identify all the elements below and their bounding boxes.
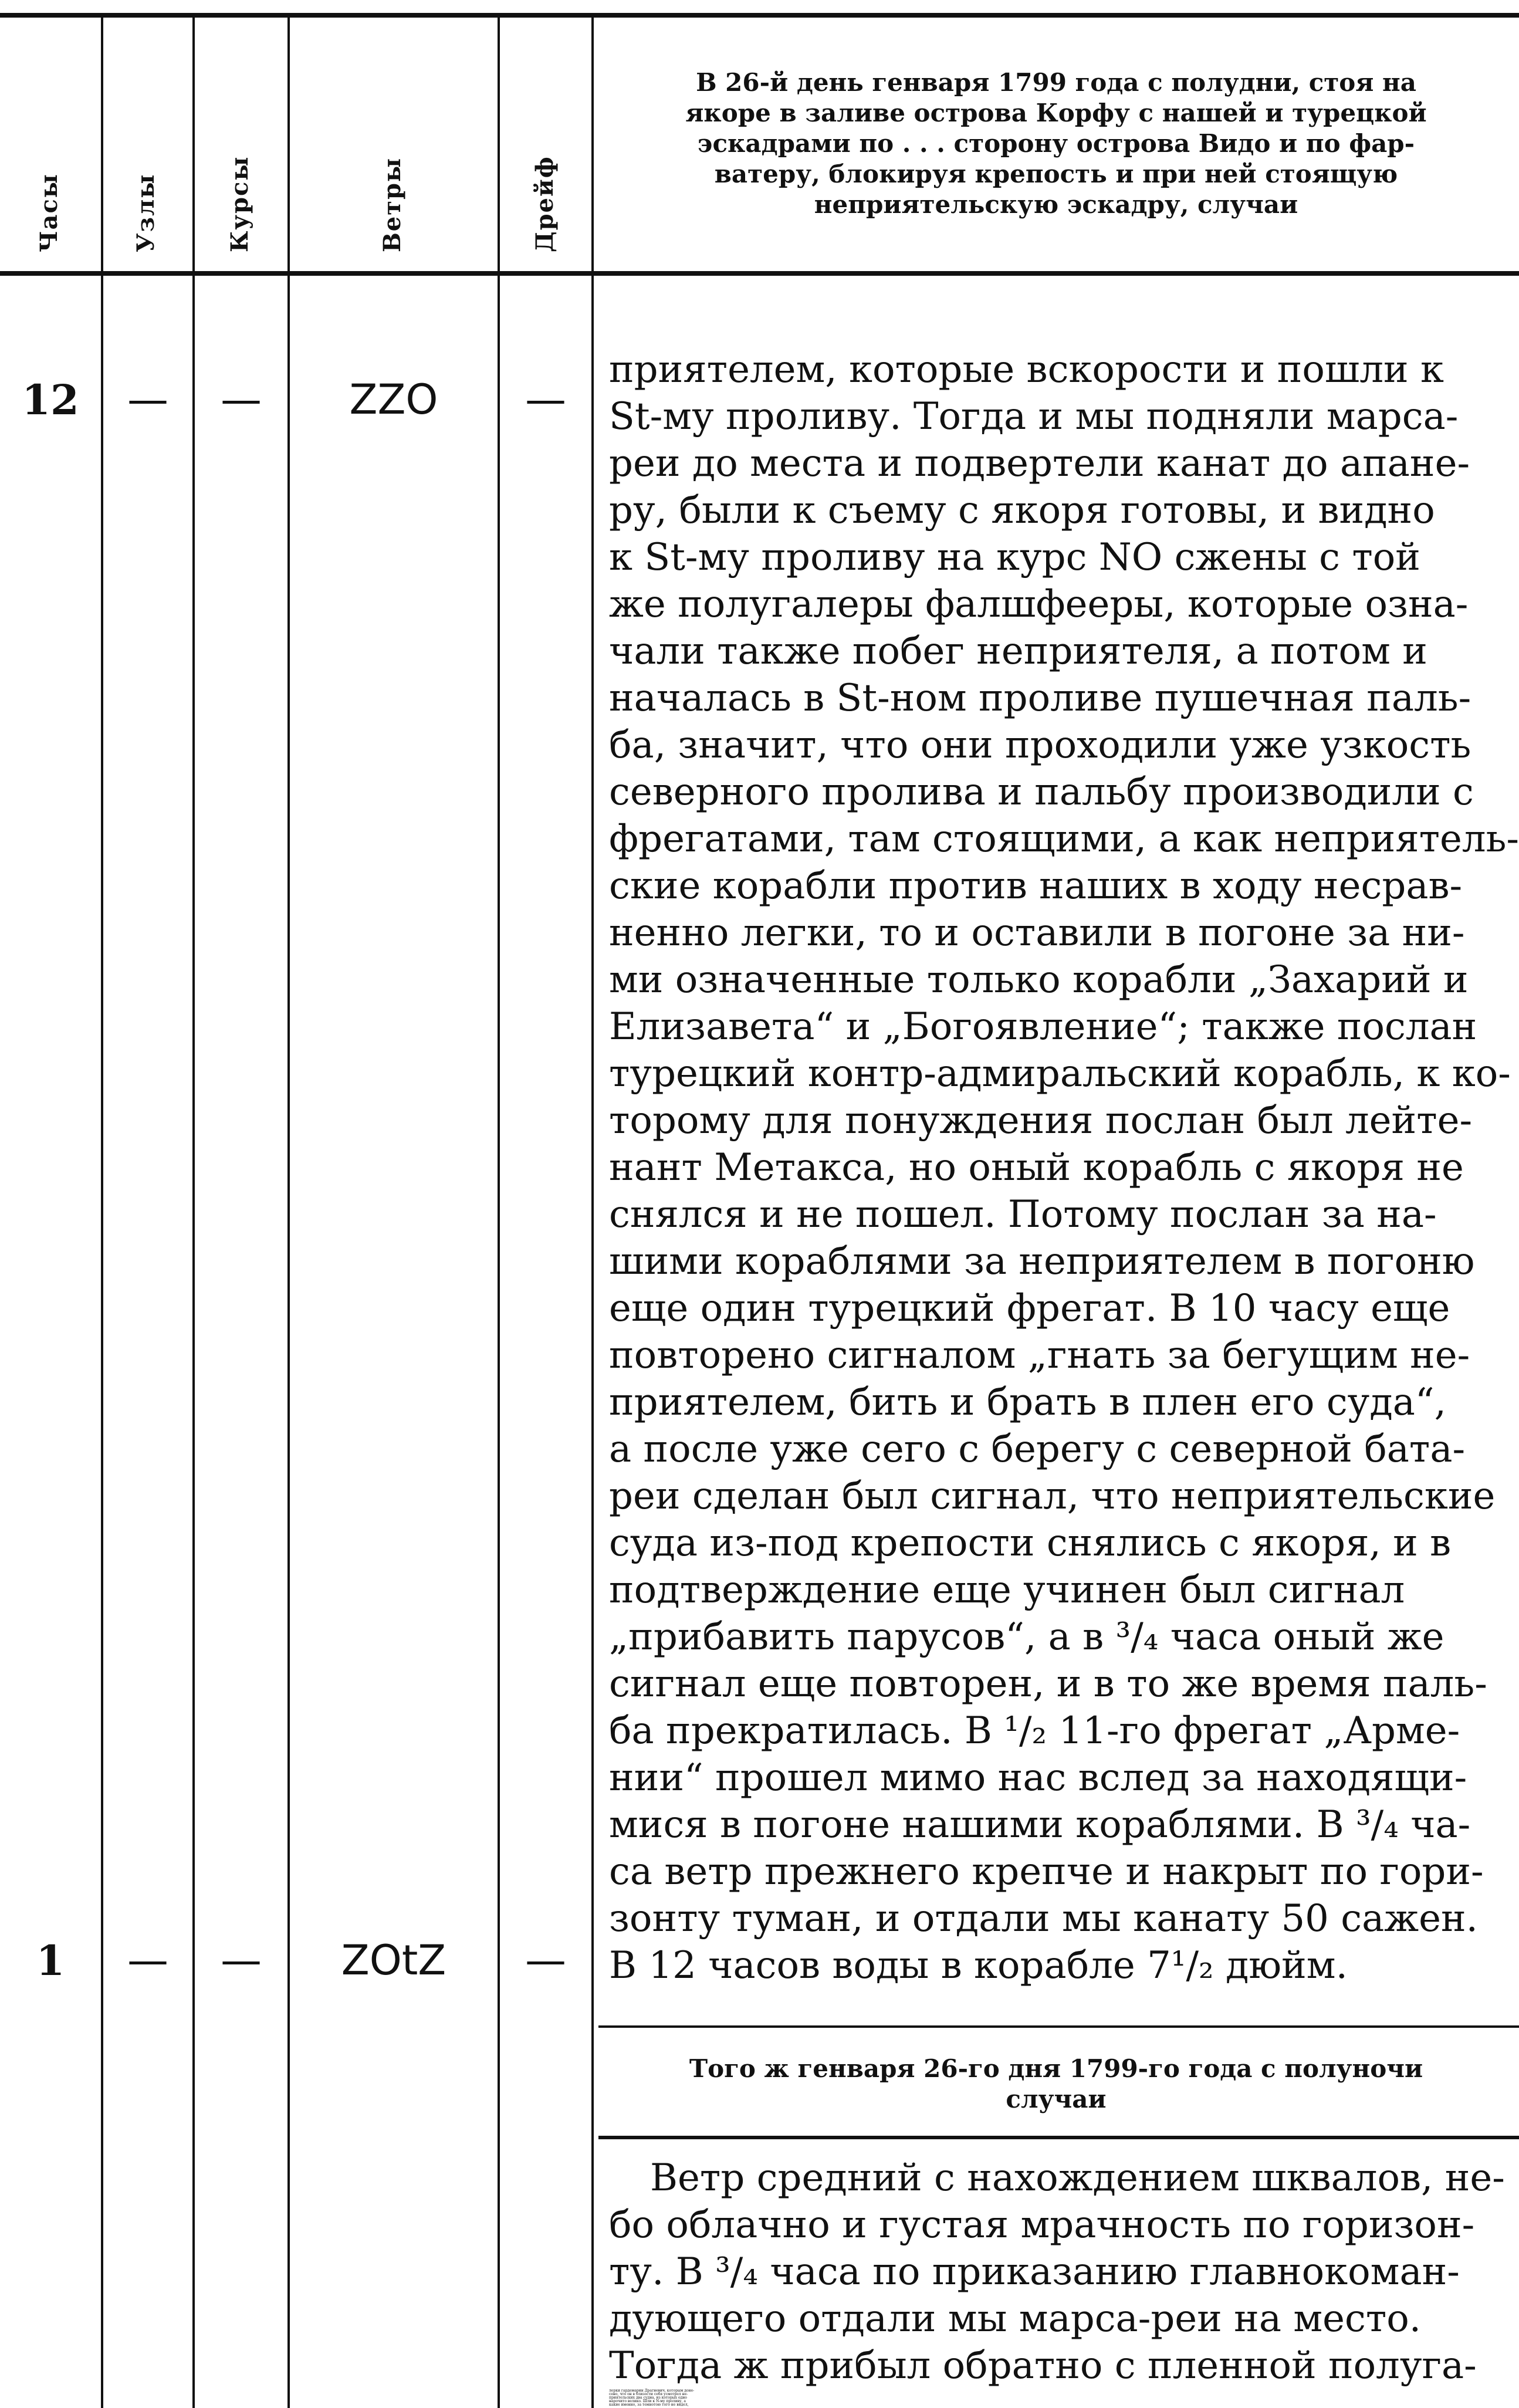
text-line: Ветр средний с нахождением шквалов, не-: [650, 2156, 1505, 2200]
top-rule: [0, 13, 1519, 18]
section-rule: [598, 2136, 1519, 2139]
text-line: мися в погоне нашими кораблями. В ³/₄ ча-: [609, 1803, 1471, 1846]
text-line: суда из-под крепости снялись с якоря, и в: [609, 1521, 1452, 1565]
text-line: зонту туман, и отдали мы канату 50 сажен.: [609, 1897, 1478, 1940]
header-hours: Часы: [35, 173, 63, 252]
section-rule: [598, 2025, 1519, 2028]
text-line: ру, были к съему с якоря готовы, и видно: [609, 489, 1435, 532]
text-line: сигнал еще повторен, и в то же время паль-: [609, 1662, 1487, 1706]
events-header-line: В 26-й день генваря 1799 года с полудни, стоя на: [696, 68, 1416, 97]
events-header-line: неприятельскую эскадру, случаи: [814, 190, 1298, 219]
text-line: В 12 часов воды в корабле 7¹/₂ дюйм.: [609, 1944, 1348, 1987]
course-cell: —: [221, 1936, 262, 1984]
text-line: еще один турецкий фрегат. В 10 часу еще: [609, 1287, 1450, 1330]
text-line: ми означенные только корабли „Захарий и: [609, 958, 1469, 1002]
drift-cell: —: [525, 1936, 566, 1984]
text-line: нии“ прошел мимо нас вслед за находящи-: [609, 1756, 1467, 1800]
events-header-line: ватеру, блокируя крепость и при ней стоящую: [714, 160, 1398, 188]
events-header-line: эскадрами по . . . сторону острова Видо и по фар-: [697, 129, 1415, 158]
subheading-line: случаи: [1006, 2085, 1107, 2113]
text-line: ба прекратилась. В ¹/₂ 11-го фрегат „Арме-: [609, 1709, 1460, 1753]
text-line: ту. В ³/₄ часа по приказанию главнокоман-: [609, 2250, 1460, 2294]
text-line: Елизавета“ и „Богоявление“; также послан: [609, 1005, 1477, 1049]
text-line: шими кораблями за неприятелем в погоню: [609, 1240, 1475, 1283]
text-line: нарочито велико. Шли к N-му проливу, а: [609, 2399, 686, 2403]
wind-cell: ZOtZ: [341, 1936, 446, 1984]
text-line: ненно легки, то и оставили в погоне за ни-: [609, 911, 1465, 955]
column-rule-5: [591, 18, 594, 2408]
text-line: реи до места и подвертели канат до апане-: [609, 442, 1470, 485]
text-line: а после уже сего с берегу с северной бата-: [609, 1428, 1466, 1471]
text-line: лерки гардемарин Драгневич, которым доне-: [609, 2389, 695, 2393]
text-line: турецкий контр-адмиральский корабль, к ко-: [609, 1052, 1511, 1095]
text-line: са ветр прежнего крепче и накрыт по гори-: [609, 1850, 1484, 1893]
text-line: же полугалеры фалшфееры, которые озна-: [609, 583, 1469, 626]
events-header-line: якоре в заливе острова Корфу с нашей и турецкой: [685, 99, 1427, 127]
hour-cell: 1: [36, 1936, 65, 1985]
header-winds: Ветры: [378, 157, 406, 252]
text-line: нант Метакса, но оный корабль с якоря не: [609, 1146, 1464, 1189]
text-line: ские корабли против наших в ходу несрав-: [609, 864, 1463, 908]
subheading-line: Того ж генваря 26-го дня 1799-го года с полуночи: [689, 2054, 1423, 2083]
text-line: к St-му проливу на курс NO сжены с той: [609, 536, 1420, 579]
text-line: северного пролива и пальбу производили с: [609, 770, 1474, 814]
drift-cell: —: [525, 376, 566, 424]
text-line: дующего отдали мы марса-реи на место.: [609, 2297, 1422, 2341]
text-line: ба, значит, что они проходили уже узкость: [609, 723, 1471, 767]
text-line: бо облачно и густая мрачность по горизон-: [609, 2203, 1475, 2247]
knots-cell: —: [127, 1936, 168, 1984]
header-courses: Курсы: [226, 155, 253, 252]
hour-cell: 12: [22, 376, 79, 424]
text-line: St-му проливу. Тогда и мы подняли марса-: [609, 395, 1459, 438]
text-line: подтверждение еще учинен был сигнал: [609, 1568, 1405, 1612]
text-line: реи сделан был сигнал, что неприятельские: [609, 1474, 1496, 1518]
text-line: фрегатами, там стоящими, а как неприятель-: [609, 817, 1519, 861]
text-line: повторено сигналом „гнать за бегущим не-: [609, 1334, 1470, 1377]
text-line: какие именно, за темнотою того не видел,: [609, 2403, 689, 2407]
text-line: приятельских два судна, из которых одно: [609, 2396, 687, 2400]
text-line: торому для понуждения послан был лейте-: [609, 1099, 1473, 1142]
text-line: приятелем, бить и брать в плен его суда“,: [609, 1381, 1446, 1424]
header-knots: Узлы: [132, 173, 160, 252]
text-line: „прибавить парусов“, а в ³/₄ часа оный же: [609, 1615, 1444, 1659]
wind-cell: ZZO: [349, 376, 438, 424]
text-line: чали также побег неприятеля, а потом и: [609, 630, 1427, 673]
text-line: Тогда ж прибыл обратно с пленной полуга-: [609, 2344, 1477, 2387]
text-line: сено, что он в близости себя усмотрел не-: [609, 2392, 688, 2396]
course-cell: —: [221, 376, 262, 424]
text-line: приятелем, которые вскорости и пошли к: [609, 348, 1444, 391]
knots-cell: —: [127, 376, 168, 424]
text-line: началась в St-ном проливе пушечная паль-: [609, 677, 1471, 720]
header-drift: Дрейф: [531, 155, 559, 252]
text-line: снялся и не пошел. Потому послан за на-: [609, 1193, 1437, 1236]
header-rule: [0, 271, 1519, 276]
